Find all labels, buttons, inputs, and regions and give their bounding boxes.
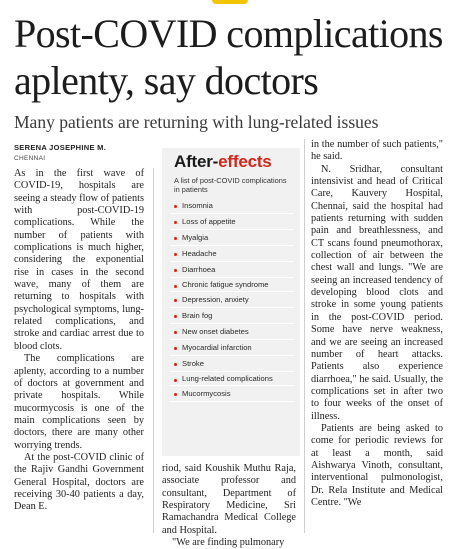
paragraph: The complications are aplenty, according to a number of doctors at government and private hospitals. While mucormycosis is one of the main complications seen by doctors, there are many other worrying trends. [14, 353, 144, 451]
sidebar-intro: A list of post-COVID complications in patients [174, 176, 287, 194]
sidebar-title-part1: After- [174, 152, 219, 171]
list-item: Myocardial infarction [170, 340, 294, 356]
list-item: Diarrhoea [170, 262, 294, 278]
paragraph: At the post-COVID clinic of the Rajiv Gandhi Government General Hospital, doctors are receiving 30-40 patients a day, Dean E. [14, 451, 144, 513]
dateline: CHENNAI [14, 155, 46, 162]
column-divider [304, 139, 305, 533]
paragraph: "We are finding pulmonary [172, 537, 285, 549]
article-subheadline: Many patients are returning with lung-related issues [14, 112, 379, 132]
paragraph: in the number of such patients," he said. [311, 139, 443, 163]
column-divider [153, 168, 154, 533]
list-item: Brain fog [170, 308, 294, 324]
paragraph: Patients are being asked to come for periodic reviews for at least a month, said Aishwarya Vinoth, consultant, interventional pulmonologist, Dr. Rela Institute and Medical Centre. "We [311, 422, 443, 508]
list-item: Stroke [170, 356, 294, 372]
list-item: Loss of appetite [170, 214, 294, 230]
body-column-1 [14, 168, 144, 533]
list-item: Mucormycosis [170, 386, 294, 402]
byline: SERENA JOSEPHINE M. [14, 143, 107, 152]
list-item: Myalgia [170, 230, 294, 246]
section-tab-marker [212, 0, 248, 4]
list-item: Depression, anxiety [170, 292, 294, 308]
list-item: Chronic fatigue syndrome [170, 278, 294, 292]
paragraph: N. Sridhar, consultant intensivist and head of Critical Care, Kauvery Hospital, Chennai, said the hospital had patients returning with sudden pain and breathlessness, and CT scans found pneumothorax, collection of air between the chest wall and lungs. "We are seeing an increased tendency of developing blood clots and stroke in some young patients in the post-COVID period. Some have nerve weakness, and we are seeing an increased number of heart attacks. Patients also experience diarrhoea," he said. Usually, the complications set in after two to four weeks of the onset of illness. [311, 163, 443, 422]
sidebar-title-part2: effects [218, 152, 272, 171]
paragraph: As in the first wave of COVID-19, hospitals are seeing a steady flow of patients with post-COVID-19 complications. While the number of patients with complications is much higher, considering the exponential rise in cases in the second wave, many of them are returning to hospitals with psychological symptoms, lung-related complications, and stroke and cardiac arrest due to blood clots. [14, 168, 144, 352]
list-item: New onset diabetes [170, 324, 294, 340]
after-effects-sidebar [162, 148, 300, 456]
body-column-3 [311, 139, 443, 533]
list-item: Lung-related complications [170, 372, 294, 386]
complications-list [170, 198, 294, 402]
list-item: Headache [170, 246, 294, 262]
paragraph: riod, said Koushik Muthu Raja, associate professor and consultant, Department of Respiratory Medicine, Sri Ramachandra Medical College and Hospital. [162, 463, 296, 536]
sidebar-title [174, 152, 272, 172]
body-column-2 [162, 463, 296, 549]
article-headline: Post-COVID complications aplenty, say doctors [14, 11, 443, 103]
list-item: Insomnia [170, 198, 294, 214]
